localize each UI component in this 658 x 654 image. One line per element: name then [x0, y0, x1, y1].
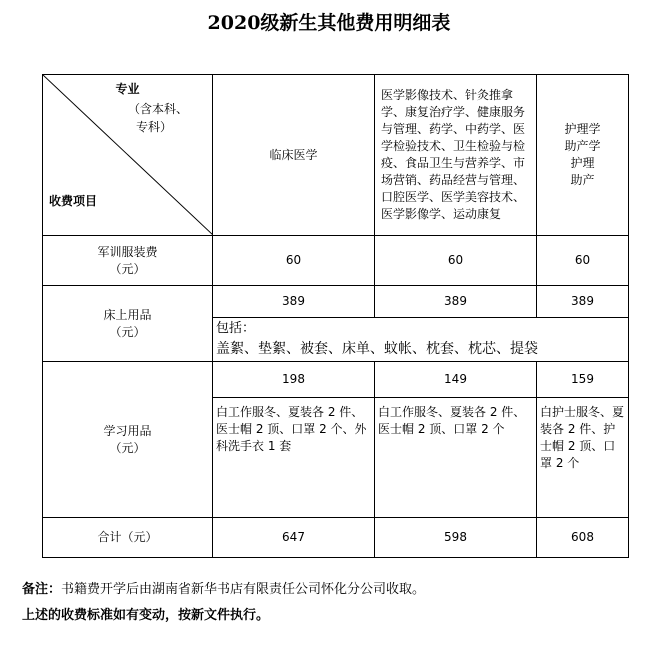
includes-label: 包括： — [216, 320, 256, 336]
row-label-military — [43, 236, 213, 286]
row-label-total: 合计（元） — [43, 518, 213, 558]
nursing-major-line: 助产 — [570, 173, 595, 187]
value-cell: 608 — [537, 518, 629, 558]
label-line: 床上用品 — [103, 307, 152, 322]
major-col-multi: 医学影像技术、针灸推拿学、康复治疗学、健康服务与管理、药学、中药学、医学检验技术、卫生检验与检疫、食品卫生与营养学、市场营销、药品经营与管理、口腔医学、医学美容技术、医学影像学、运动康复 — [375, 75, 537, 236]
label-line: （元） — [109, 440, 146, 455]
value-cell: 389 — [375, 286, 537, 318]
row-label-bedding — [43, 286, 213, 362]
fee-table — [42, 74, 629, 558]
note-line — [22, 578, 425, 597]
nursing-major-line: 护理学 — [564, 122, 601, 136]
major-col-clinical: 临床医学 — [213, 75, 375, 236]
major-sub-label-2: 专科） — [135, 120, 172, 134]
includes-text: 盖絮、垫絮、被套、床单、蚊帐、枕套、枕芯、提袋 — [216, 340, 538, 357]
major-sub-label-1: （含本科、 — [127, 102, 188, 116]
value-cell: 647 — [213, 518, 375, 558]
value-cell: 198 — [213, 362, 375, 398]
page-title: 2020级新生其他费用明细表 — [207, 12, 451, 34]
major-col-nursing — [537, 75, 629, 236]
diagonal-line — [43, 75, 213, 235]
value-cell: 149 — [375, 362, 537, 398]
value-cell: 60 — [537, 236, 629, 286]
label-line: 军训服装费 — [97, 244, 158, 259]
label-line: （元） — [109, 324, 146, 339]
value-cell: 389 — [537, 286, 629, 318]
fee-items-label: 收费项目 — [49, 194, 98, 208]
note-line-2: 上述的收费标准如有变动，按新文件执行。 — [22, 608, 270, 623]
bedding-includes-cell — [213, 318, 629, 362]
value-cell: 389 — [213, 286, 375, 318]
label-line: 学习用品 — [103, 423, 152, 438]
value-cell: 60 — [375, 236, 537, 286]
nursing-major-line: 助产学 — [564, 139, 601, 153]
value-cell: 60 — [213, 236, 375, 286]
row-label-study — [43, 362, 213, 518]
value-cell: 159 — [537, 362, 629, 398]
label-line: （元） — [109, 261, 146, 276]
study-desc-cell: 白护士服冬、夏装各 2 件、护士帽 2 顶、口罩 2 个 — [537, 398, 629, 518]
nursing-major-line: 护理 — [570, 156, 595, 170]
value-cell: 598 — [375, 518, 537, 558]
study-desc-cell: 白工作服冬、夏装各 2 件、医士帽 2 顶、口罩 2 个 — [375, 398, 537, 518]
note-text: 书籍费开学后由湖南省新华书店有限责任公司怀化分公司收取。 — [61, 582, 426, 597]
study-desc-cell: 白工作服冬、夏装各 2 件、医士帽 2 顶、口罩 2 个、外科洗手衣 1 套 — [213, 398, 375, 518]
bedding-value-row — [43, 286, 629, 318]
total-row — [43, 518, 629, 558]
header-row — [43, 75, 629, 236]
major-label: 专业 — [115, 82, 140, 96]
military-row — [43, 236, 629, 286]
study-value-row — [43, 362, 629, 398]
diagonal-header-cell — [43, 75, 213, 236]
note-label: 备注： — [22, 582, 62, 597]
